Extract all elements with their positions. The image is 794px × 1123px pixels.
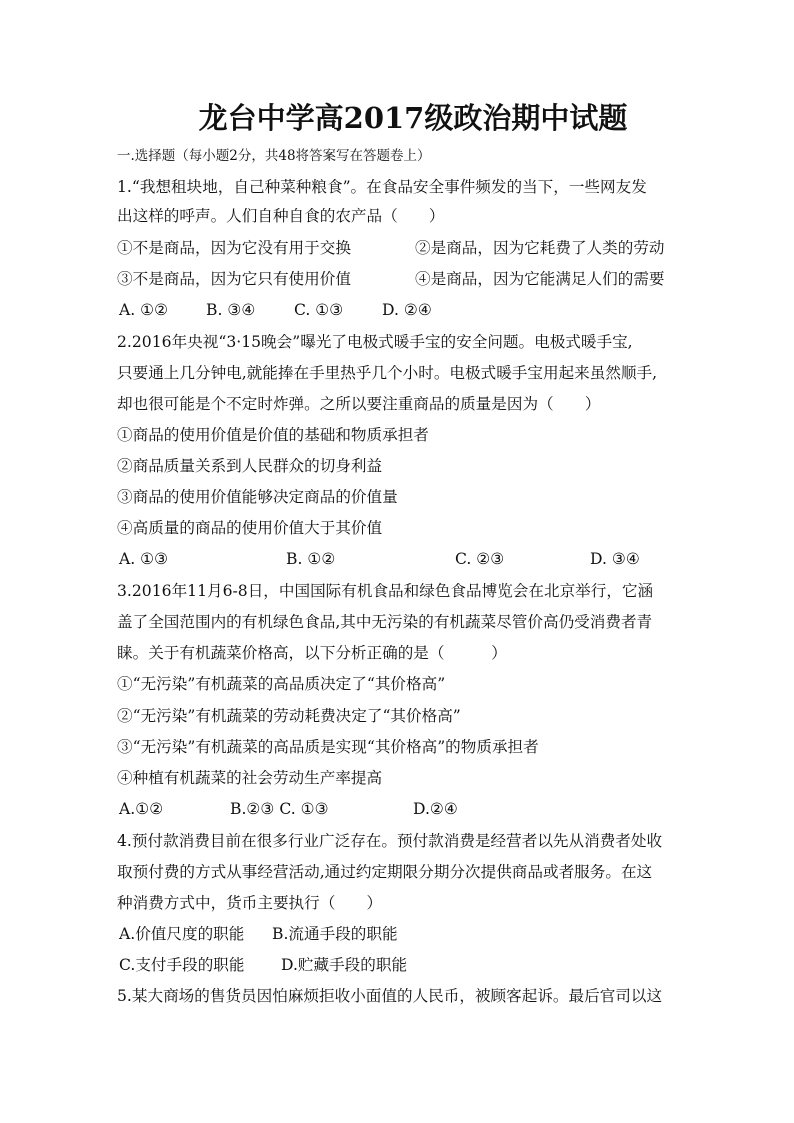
question-1-option-d: D. ②④ — [382, 301, 432, 319]
question-1-statement-2: ②是商品，因为它耗费了人类的劳动 — [415, 239, 665, 257]
question-2-statement-2: ②商品质量关系到人民群众的切身利益 — [117, 457, 383, 475]
question-4-option-d: D.贮藏手段的职能 — [281, 956, 408, 974]
question-2-option-a: A. ①③ — [119, 550, 169, 568]
question-3-statement-4: ④种植有机蔬菜的社会劳动生产率提高 — [117, 769, 383, 787]
question-2-stem-line-2: 只要通上几分钟电,就能捧在手里热乎几个小时。电极式暖手宝用起来虽然顺手, — [117, 364, 658, 382]
question-2-option-d: D. ③④ — [590, 550, 640, 568]
question-5-stem-line-1: 5.某大商场的售货员因怕麻烦拒收小面值的人民币，被顾客起诉。最后官司以这 — [117, 987, 663, 1005]
question-1-statement-4: ④是商品，因为它能满足人们的需要 — [415, 270, 665, 288]
question-4-stem-line-3: 种消费方式中，货币主要执行（ ） — [117, 894, 383, 912]
question-2-option-c: C. ②③ — [455, 550, 505, 568]
page-title: 龙台中学高2017级政治期中试题 — [198, 101, 628, 135]
question-3-statement-3: ③“无污染”有机蔬菜的高品质是实现“其价格高”的物质承担者 — [117, 738, 539, 756]
question-2-stem-line-3: 却也很可能是个不定时炸弹。之所以要注重商品的质量是因为（ ） — [117, 395, 601, 413]
question-3-option-b-c: B.②③ C. ①③ — [230, 800, 329, 818]
question-2-statement-4: ④高质量的商品的使用价值大于其价值 — [117, 519, 383, 537]
question-4-option-c: C.支付手段的职能 — [119, 956, 245, 974]
question-3-statement-1: ①“无污染”有机蔬菜的高品质决定了“其价格高” — [117, 675, 446, 693]
question-4-option-a: A.价值尺度的职能 — [119, 925, 245, 943]
question-1-option-b: B. ③④ — [206, 301, 256, 319]
section-heading: 一.选择题（每小题2分，共48将答案写在答题卷上） — [117, 148, 431, 164]
question-2-statement-3: ③商品的使用价值能够决定商品的价值量 — [117, 488, 398, 506]
question-3-option-a: A.①② — [119, 800, 164, 818]
question-1-option-c: C. ①③ — [294, 301, 344, 319]
question-4-stem-line-1: 4.预付款消费目前在很多行业广泛存在。预付款消费是经营者以先从消费者处收 — [117, 832, 663, 850]
question-3-option-d: D.②④ — [413, 800, 458, 818]
question-1-stem-line-1: 1.“我想租块地，自己种菜种粮食”。在食品安全事件频发的当下，一些网友发 — [117, 178, 647, 196]
question-2-option-b: B. ①② — [286, 550, 336, 568]
question-1-statement-1: ①不是商品，因为它没有用于交换 — [117, 239, 351, 257]
question-2-stem-line-1: 2.2016年央视“3·15晚会”曝光了电极式暖手宝的安全问题。电极式暖手宝, — [117, 333, 633, 351]
question-1-stem-line-2: 出这样的呼声。人们自种自食的农产品（ ） — [117, 207, 445, 225]
question-3-statement-2: ②“无污染”有机蔬菜的劳动耗费决定了“其价格高” — [117, 707, 461, 725]
question-4-option-b: B.流通手段的职能 — [272, 925, 398, 943]
question-1-option-a: A. ①② — [119, 301, 169, 319]
question-3-stem-line-3: 睐。关于有机蔬菜价格高，以下分析正确的是（ ） — [117, 644, 507, 662]
question-4-stem-line-2: 取预付费的方式从事经营活动,通过约定期限分期分次提供商品或者服务。在这 — [117, 863, 653, 881]
question-1-statement-3: ③不是商品，因为它只有使用价值 — [117, 270, 351, 288]
question-3-stem-line-2: 盖了全国范围内的有机绿色食品,其中无污染的有机蔬菜尽管价高仍受消费者青 — [117, 613, 653, 631]
question-3-stem-line-1: 3.2016年11月6-8日，中国国际有机食品和绿色食品博览会在北京举行，它涵 — [117, 582, 654, 600]
question-2-statement-1: ①商品的使用价值是价值的基础和物质承担者 — [117, 426, 429, 444]
